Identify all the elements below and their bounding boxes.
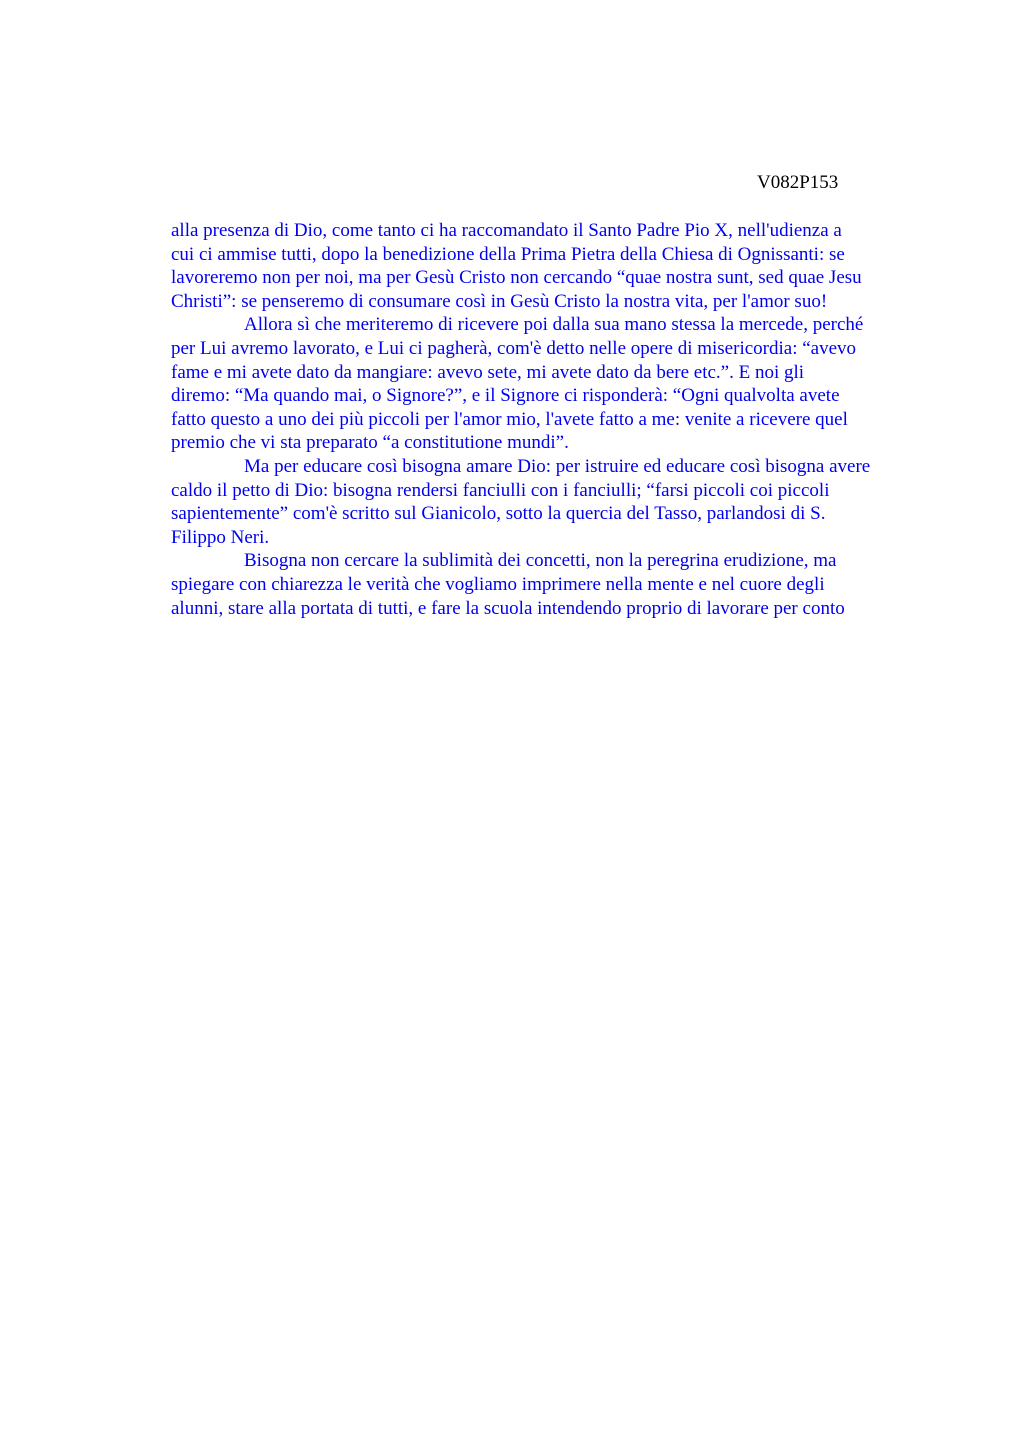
page-code: V082P153 (757, 172, 839, 193)
text-line: Filippo Neri. (171, 526, 270, 548)
paragraph-start-line: Bisogna non cercare la sublimità dei concetti, non la peregrina erudizione, ma (244, 550, 837, 572)
body-text (171, 219, 931, 620)
paragraph-start-line: Ma per educare così bisogna amare Dio: per istruire ed educare così bisogna avere (244, 455, 871, 477)
text-line: per Lui avremo lavorato, e Lui ci pagherà, com'è detto nelle opere di misericordia: “avevo (171, 337, 857, 359)
text-line: Christi”: se penseremo di consumare così in Gesù Cristo la nostra vita, per l'amor suo! (171, 290, 828, 312)
text-line: caldo il petto di Dio: bisogna rendersi fanciulli con i fanciulli; “farsi piccoli coi piccoli (171, 479, 830, 501)
text-line: cui ci ammise tutti, dopo la benedizione della Prima Pietra della Chiesa di Ognissanti: se (171, 243, 845, 265)
paragraph-start-line: Allora sì che meriteremo di ricevere poi dalla sua mano stessa la mercede, perché (244, 314, 864, 336)
text-line: fame e mi avete dato da mangiare: avevo sete, mi avete dato da bere etc.”. E noi gli (171, 361, 805, 383)
text-line: fatto questo a uno dei più piccoli per l'amor mio, l'avete fatto a me: venite a ricevere quel (171, 408, 848, 430)
text-line: diremo: “Ma quando mai, o Signore?”, e il Signore ci risponderà: “Ogni qualvolta avete (171, 385, 840, 407)
text-line: alunni, stare alla portata di tutti, e fare la scuola intendendo proprio di lavorare per conto (171, 597, 845, 619)
text-line: spiegare con chiarezza le verità che vogliamo imprimere nella mente e nel cuore degli (171, 573, 825, 595)
text-line: premio che vi sta preparato “a constitutione mundi”. (171, 432, 569, 454)
text-line: sapientemente” com'è scritto sul Gianicolo, sotto la quercia del Tasso, parlandosi di S. (171, 503, 826, 525)
text-line: lavoreremo non per noi, ma per Gesù Cristo non cercando “quae nostra sunt, sed quae Jesu (171, 267, 862, 289)
text-line: alla presenza di Dio, come tanto ci ha raccomandato il Santo Padre Pio X, nell'udienza a (171, 220, 842, 241)
